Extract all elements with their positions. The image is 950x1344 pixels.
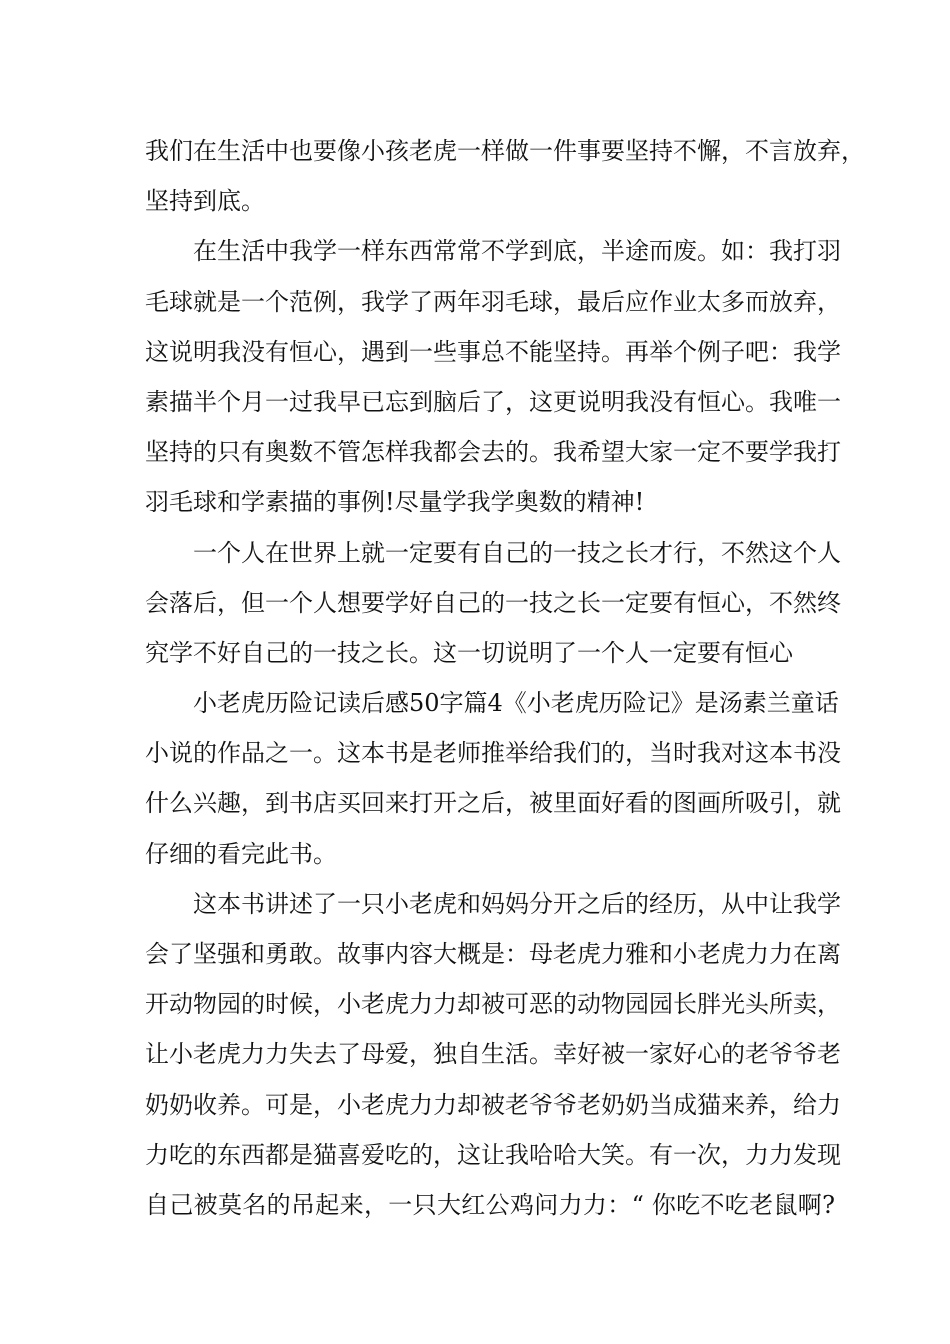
- text-line: 素描半个月一过我早已忘到脑后了，这更说明我没有恒心。我唯一: [145, 387, 841, 416]
- text-line: 会落后，但一个人想要学好自己的一技之长一定要有恒心，不然终: [145, 588, 841, 617]
- text-line: 自己被莫名的吊起来，一只大红公鸡问力力：“ 你吃不吃老鼠啊?: [145, 1190, 835, 1219]
- text-line: 我们在生活中也要像小孩老虎一样做一件事要坚持不懈，不言放弃，: [145, 137, 865, 165]
- body-text: [145, 126, 865, 1230]
- text-line: 羽毛球和学素描的事例!尽量学我学奥数的精神!: [145, 488, 645, 517]
- text-line: 什么兴趣，到书店买回来打开之后，被里面好看的图画所吸引，就: [145, 789, 841, 818]
- paragraph-first-line: 在生活中我学一样东西常常不学到底，半途而废。如：我打羽: [193, 237, 841, 266]
- text-line: 奶奶收养。可是，小老虎力力却被老爷爷老奶奶当成猫来养，给力: [145, 1090, 841, 1119]
- paragraph-first-line: 小老虎历险记读后感50字篇4《小老虎历险记》是汤素兰童话: [193, 689, 839, 718]
- text-line: 会了坚强和勇敢。故事内容大概是：母老虎力雅和小老虎力力在离: [145, 940, 841, 968]
- text-line: 小说的作品之一。这本书是老师推举给我们的，当时我对这本书没: [145, 739, 841, 768]
- text-line: 究学不好自己的一技之长。这一切说明了一个人一定要有恒心: [145, 638, 793, 667]
- text-line: 让小老虎力力失去了母爱，独自生活。幸好被一家好心的老爷爷老: [145, 1040, 841, 1069]
- text-line: 这说明我没有恒心，遇到一些事总不能坚持。再举个例子吧：我学: [145, 337, 841, 366]
- text-line: 坚持的只有奥数不管怎样我都会去的。我希望大家一定不要学我打: [145, 438, 841, 467]
- text-line: 力吃的东西都是猫喜爱吃的，这让我哈哈大笑。有一次，力力发现: [145, 1140, 841, 1169]
- text-line: 仔细的看完此书。: [145, 839, 337, 868]
- text-line: 坚持到底。: [145, 187, 265, 216]
- paragraph-first-line: 这本书讲述了一只小老虎和妈妈分开之后的经历，从中让我学: [193, 889, 841, 918]
- text-line: 毛球就是一个范例，我学了两年羽毛球，最后应作业太多而放弃，: [145, 287, 841, 316]
- text-line: 开动物园的时候，小老虎力力却被可恶的动物园园长胖光头所卖，: [145, 990, 841, 1019]
- paragraph-first-line: 一个人在世界上就一定要有自己的一技之长才行，不然这个人: [193, 538, 841, 567]
